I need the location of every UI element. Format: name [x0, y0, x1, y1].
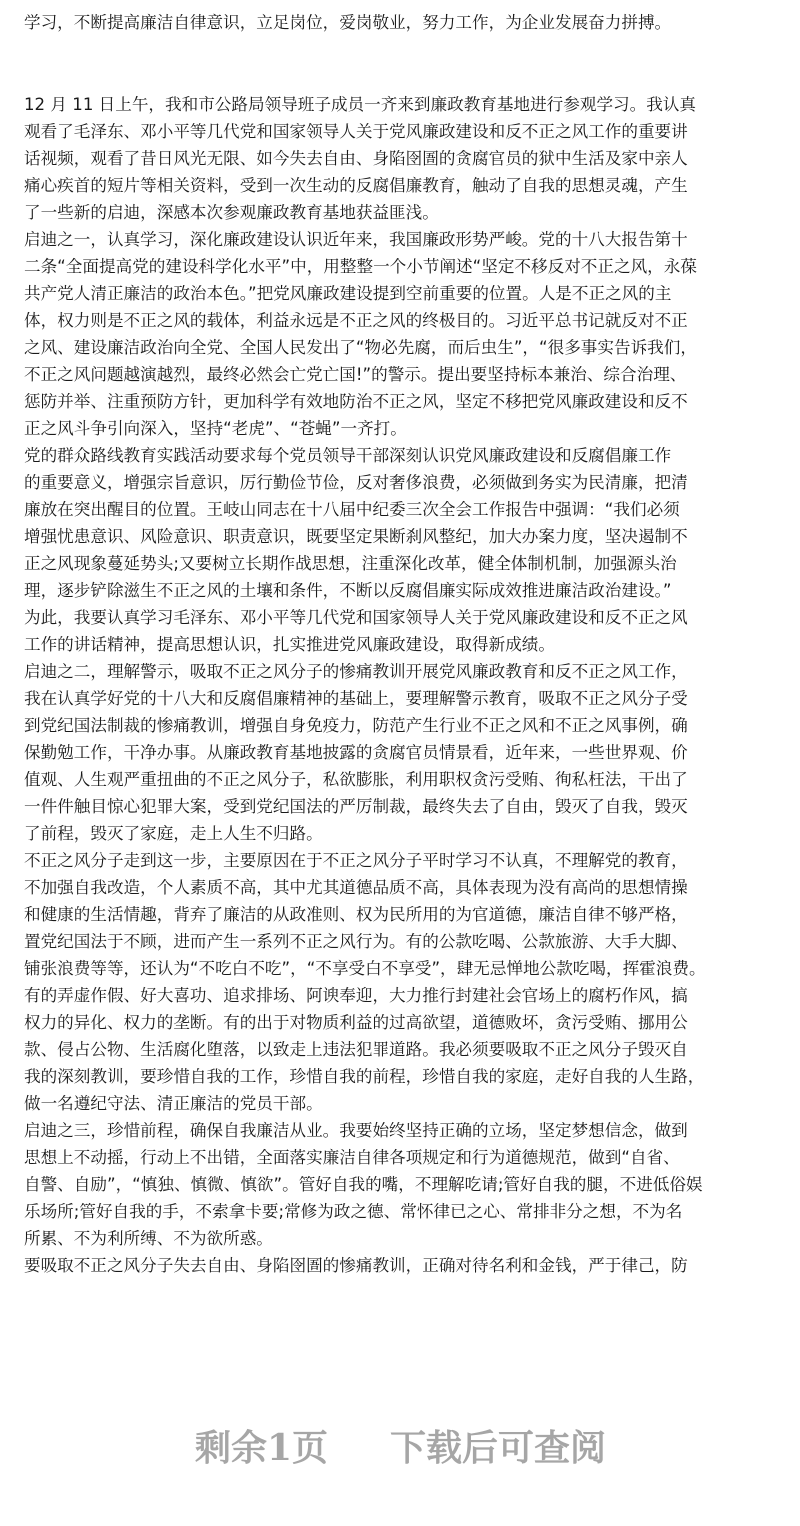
text-line: 不加强自我改造，个人素质不高，其中尤其道德品质不高，具体表现为没有高尚的思想情操 — [24, 878, 688, 897]
text-line: 启迪之二，理解警示，吸取不正之风分子的惨痛教训开展党风廉政教育和反不正之风工作， — [24, 662, 688, 681]
text-line: 观看了毛泽东、邓小平等几代党和国家领导人关于党风廉政建设和反不正之风工作的重要讲 — [24, 122, 688, 141]
paragraph — [24, 847, 784, 1117]
text-line: 款、侵占公物、生活腐化堕落，以致走上违法犯罪道路。我必须要吸取不正之风分子毁灭自 — [24, 1040, 688, 1059]
text-line: 正之风斗争引向深入，坚持“老虎”、“苍蝇”一齐打。 — [24, 419, 407, 438]
text-line: 党的群众路线教育实践活动要求每个党员领导干部深刻认识党风廉政建设和反腐倡廉工作 — [24, 446, 672, 465]
text-line: 启迪之一，认真学习，深化廉政建设认识近年来，我国廉政形势严峻。党的十八大报告第十 — [24, 230, 688, 249]
text-line: 增强忧患意识、风险意识、职责意识，既要坚定果断刹风整纪，加大办案力度，坚决遏制不 — [24, 527, 688, 546]
text-line: 启迪之三，珍惜前程，确保自我廉洁从业。我要始终坚持正确的立场，坚定梦想信念，做到 — [24, 1121, 688, 1140]
text-line: 话视频，观看了昔日风光无限、如今失去自由、身陷囹圄的贪腐官员的狱中生活及家中亲人 — [24, 149, 688, 168]
text-line: 痛心疾首的短片等相关资料，受到一次生动的反腐倡廉教育，触动了自我的思想灵魂，产生 — [24, 176, 688, 195]
text-line: 廉放在突出醒目的位置。王岐山同志在十八届中纪委三次全会工作报告中强调：“我们必须 — [24, 500, 680, 519]
text-line: 做一名遵纪守法、清正廉洁的党员干部。 — [24, 1094, 323, 1113]
text-line: 到党纪国法制裁的惨痛教训，增强自身免疫力，防范产生行业不正之风和不正之风事例，确 — [24, 716, 688, 735]
text-line: 理，逐步铲除滋生不正之风的土壤和条件，不断以反腐倡廉实际成效推进廉洁政治建设。” — [24, 581, 672, 600]
text-line: 值观、人生观严重扭曲的不正之风分子，私欲膨胀，利用职权贪污受贿、徇私枉法，干出了 — [24, 770, 688, 789]
text-line: 权力的异化、权力的垄断。有的出于对物质利益的过高欲望，道德败坏，贪污受贿、挪用公 — [24, 1013, 688, 1032]
document-body — [24, 91, 784, 1279]
text-line: 了一些新的启迪，深感本次参观廉政教育基地获益匪浅。 — [24, 203, 439, 222]
paragraph — [24, 1252, 784, 1279]
text-line: 和健康的生活情趣，背弃了廉洁的从政准则、权为民所用的为官道德，廉洁自律不够严格， — [24, 905, 688, 924]
text-line: 体，权力则是不正之风的载体，利益永远是不正之风的终极目的。习近平总书记就反对不正 — [24, 311, 688, 330]
text-line: 为此，我要认真学习毛泽东、邓小平等几代党和国家领导人关于党风廉政建设和反不正之风 — [24, 608, 688, 627]
text-line: 不正之风分子走到这一步，主要原因在于不正之风分子平时学习不认真，不理解党的教育， — [24, 851, 688, 870]
text-line: 自警、自励”，“慎独、慎微、慎欲”。管好自我的嘴，不理解吃请;管好自我的腿，不进低俗娱 — [24, 1175, 703, 1194]
text-line: 一件件触目惊心犯罪大案，受到党纪国法的严厉制裁，最终失去了自由，毁灭了自我，毁灭 — [24, 797, 688, 816]
top-fragment — [24, 9, 784, 36]
paragraph — [24, 226, 784, 442]
text-line: 惩防并举、注重预防方针，更加科学有效地防治不正之风，坚定不移把党风廉政建设和反不 — [24, 392, 688, 411]
paragraph — [24, 91, 784, 226]
paragraph — [24, 1117, 784, 1252]
text-line: 了前程，毁灭了家庭，走上人生不归路。 — [24, 824, 323, 843]
download-prompt[interactable] — [0, 1426, 800, 1470]
text-line: 不正之风问题越演越烈，最终必然会亡党亡国!”的警示。提出要坚持标本兼治、综合治理、 — [24, 365, 687, 384]
text-line: 12 月 11 日上午，我和市公路局领导班子成员一齐来到廉政教育基地进行参观学习。我认真 — [24, 95, 697, 114]
text-line: 要吸取不正之风分子失去自由、身陷囹圄的惨痛教训，正确对待名利和金钱，严于律己，防 — [24, 1256, 688, 1275]
text-line: 铺张浪费等等，还认为“不吃白不吃”，“不享受白不享受”，肆无忌惮地公款吃喝，挥霍浪费。 — [24, 959, 706, 978]
text-line: 学习，不断提高廉洁自律意识，立足岗位，爱岗敬业，努力工作，为企业发展奋力拼搏。 — [24, 13, 672, 32]
text-line: 思想上不动摇，行动上不出错，全面落实廉洁自律各项规定和行为道德规范，做到“自省、 — [24, 1148, 680, 1167]
download-to-view-label[interactable]: 下载后可查阅 — [390, 1427, 607, 1469]
text-line: 工作的讲话精神，提高思想认识，扎实推进党风廉政建设，取得新成绩。 — [24, 635, 555, 654]
text-line: 我在认真学好党的十八大和反腐倡廉精神的基础上，要理解警示教育，吸取不正之风分子受 — [24, 689, 688, 708]
text-line: 之风、建设廉洁政治向全党、全国人民发出了“物必先腐，而后虫生”，“很多事实告诉我们， — [24, 338, 697, 357]
paragraph — [24, 442, 784, 658]
text-line: 置党纪国法于不顾，进而产生一系列不正之风行为。有的公款吃喝、公款旅游、大手大脚、 — [24, 932, 688, 951]
paragraph — [24, 658, 784, 847]
text-line: 所累、不为利所缚、不为欲所惑。 — [24, 1229, 273, 1248]
text-line: 乐场所;管好自我的手，不索拿卡要;常修为政之德、常怀律已之心、常排非分之想，不为名 — [24, 1202, 683, 1221]
text-line: 的重要意义，增强宗旨意识，厉行勤俭节俭，反对奢侈浪费，必须做到务实为民清廉，把清 — [24, 473, 688, 492]
text-line: 保勤勉工作，干净办事。从廉政教育基地披露的贪腐官员情景看，近年来，一些世界观、价 — [24, 743, 688, 762]
remaining-pages-label[interactable]: 剩余1页 — [195, 1427, 329, 1469]
text-line: 有的弄虚作假、好大喜功、追求排场、阿谀奉迎，大力推行封建社会官场上的腐朽作风，搞 — [24, 986, 688, 1005]
text-line: 共产党人清正廉洁的政治本色。”把党风廉政建设提到空前重要的位置。人是不正之风的主 — [24, 284, 672, 303]
text-line: 正之风现象蔓延势头;又要树立长期作战思想，注重深化改革，健全体制机制，加强源头治 — [24, 554, 677, 573]
text-line: 我的深刻教训，要珍惜自我的工作，珍惜自我的前程，珍惜自我的家庭，走好自我的人生路， — [24, 1067, 705, 1086]
text-line: 二条“全面提高党的建设科学化水平”中，用整整一个小节阐述“坚定不移反对不正之风，永葆 — [24, 257, 697, 276]
